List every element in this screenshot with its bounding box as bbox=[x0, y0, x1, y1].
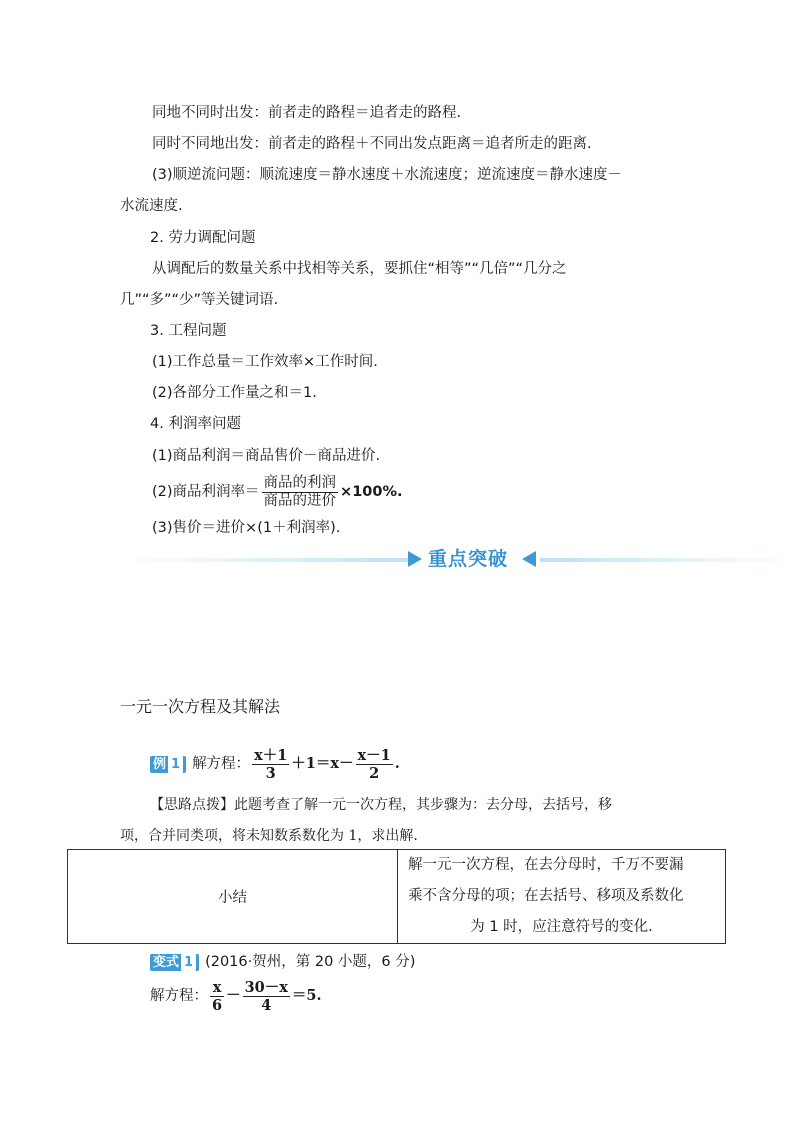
banner-title: 重点突破 bbox=[428, 548, 509, 570]
hint-line: 【思路点拨】此题考查了解一元一次方程，其步骤为：去分母，去括号，移 bbox=[150, 797, 612, 813]
banner-divider-left bbox=[120, 558, 418, 562]
equation-text: ＝5. bbox=[291, 987, 322, 1004]
fraction-denominator: 商品的进价 bbox=[263, 492, 337, 509]
example-badge bbox=[150, 756, 186, 773]
fraction bbox=[252, 747, 289, 782]
subheading: 2. 劳力调配问题 bbox=[150, 230, 256, 246]
summary-content bbox=[398, 850, 726, 944]
fraction-denominator: 3 bbox=[265, 764, 276, 782]
variant-line bbox=[150, 952, 415, 972]
example-line bbox=[150, 745, 400, 783]
prompt-text: 解方程： bbox=[150, 988, 208, 1004]
table-row bbox=[68, 850, 726, 944]
text-line: 同时不同地出发：前者走的路程＋不同出发点距离＝追者所走的距离. bbox=[152, 136, 592, 152]
equation-text: － bbox=[226, 987, 241, 1004]
fraction-denominator: 2 bbox=[369, 764, 380, 782]
variant-badge bbox=[150, 954, 199, 971]
badge-number: 1 bbox=[168, 756, 183, 773]
subheading: 4. 利润率问题 bbox=[150, 416, 241, 432]
summary-table bbox=[67, 849, 726, 944]
summary-label: 小结 bbox=[68, 850, 398, 944]
summary-line: 为 1 时，应注意符号的变化. bbox=[470, 919, 653, 935]
source-text: (2016·贺州，第 20 小题，6 分) bbox=[205, 954, 416, 970]
fraction bbox=[210, 979, 224, 1014]
text-segment: (2)商品利润率＝ bbox=[152, 484, 260, 500]
fraction-denominator: 4 bbox=[261, 996, 272, 1014]
text-line: (1)商品利润＝商品售价－商品进价. bbox=[152, 448, 381, 464]
badge-label: 变式 bbox=[153, 955, 180, 970]
summary-lines bbox=[408, 850, 715, 943]
text-line: (3)顺逆流问题：顺流速度＝静水速度＋水流速度；逆流速度＝静水速度－ bbox=[152, 167, 623, 183]
text-segment: ×100%. bbox=[340, 484, 403, 500]
badge-number: 1 bbox=[181, 954, 196, 971]
fraction-numerator: x＋1 bbox=[254, 746, 288, 764]
equation-text: . bbox=[394, 755, 400, 772]
equation-line bbox=[150, 977, 322, 1015]
text-line: 同地不同时出发：前者走的路程＝追者走的路程. bbox=[152, 105, 462, 121]
text-line: 几”“多”“少”等关键词语. bbox=[120, 292, 279, 308]
text-line: (2)各部分工作量之和＝1. bbox=[152, 385, 317, 401]
fraction-numerator: x－1 bbox=[357, 746, 391, 764]
summary-line: 乘不含分母的项；在去括号、移项及系数化 bbox=[408, 888, 684, 904]
equation-text: ＋1＝x－ bbox=[291, 755, 354, 772]
badge-label: 例 bbox=[153, 757, 167, 772]
hint-line: 项，合并同类项，将未知数系数化为 1，求出解. bbox=[120, 828, 418, 844]
fraction-numerator: 30－x bbox=[244, 978, 288, 996]
fraction-denominator: 6 bbox=[212, 996, 223, 1014]
text-line: (3)售价＝进价×(1＋利润率). bbox=[152, 520, 341, 536]
text-line: 从调配后的数量关系中找相等关系，要抓住“相等”“几倍”“几分之 bbox=[152, 261, 567, 277]
fraction bbox=[243, 979, 290, 1014]
subheading: 3. 工程问题 bbox=[150, 323, 227, 339]
prompt-text: 解方程： bbox=[192, 756, 251, 772]
fraction bbox=[356, 747, 393, 782]
fraction bbox=[262, 475, 339, 510]
formula-line bbox=[152, 474, 403, 510]
fraction-numerator: 商品的利润 bbox=[263, 474, 337, 491]
fraction-numerator: x bbox=[210, 979, 224, 997]
triangle-icon bbox=[408, 551, 422, 567]
banner-divider-right bbox=[540, 558, 794, 562]
text-line: (1)工作总量＝工作效率×工作时间. bbox=[152, 354, 378, 370]
triangle-icon bbox=[522, 551, 536, 567]
text-line: 水流速度. bbox=[120, 198, 183, 214]
summary-line: 解一元一次方程，在去分母时，千万不要漏 bbox=[408, 857, 684, 873]
section-title: 一元一次方程及其解法 bbox=[120, 697, 281, 716]
